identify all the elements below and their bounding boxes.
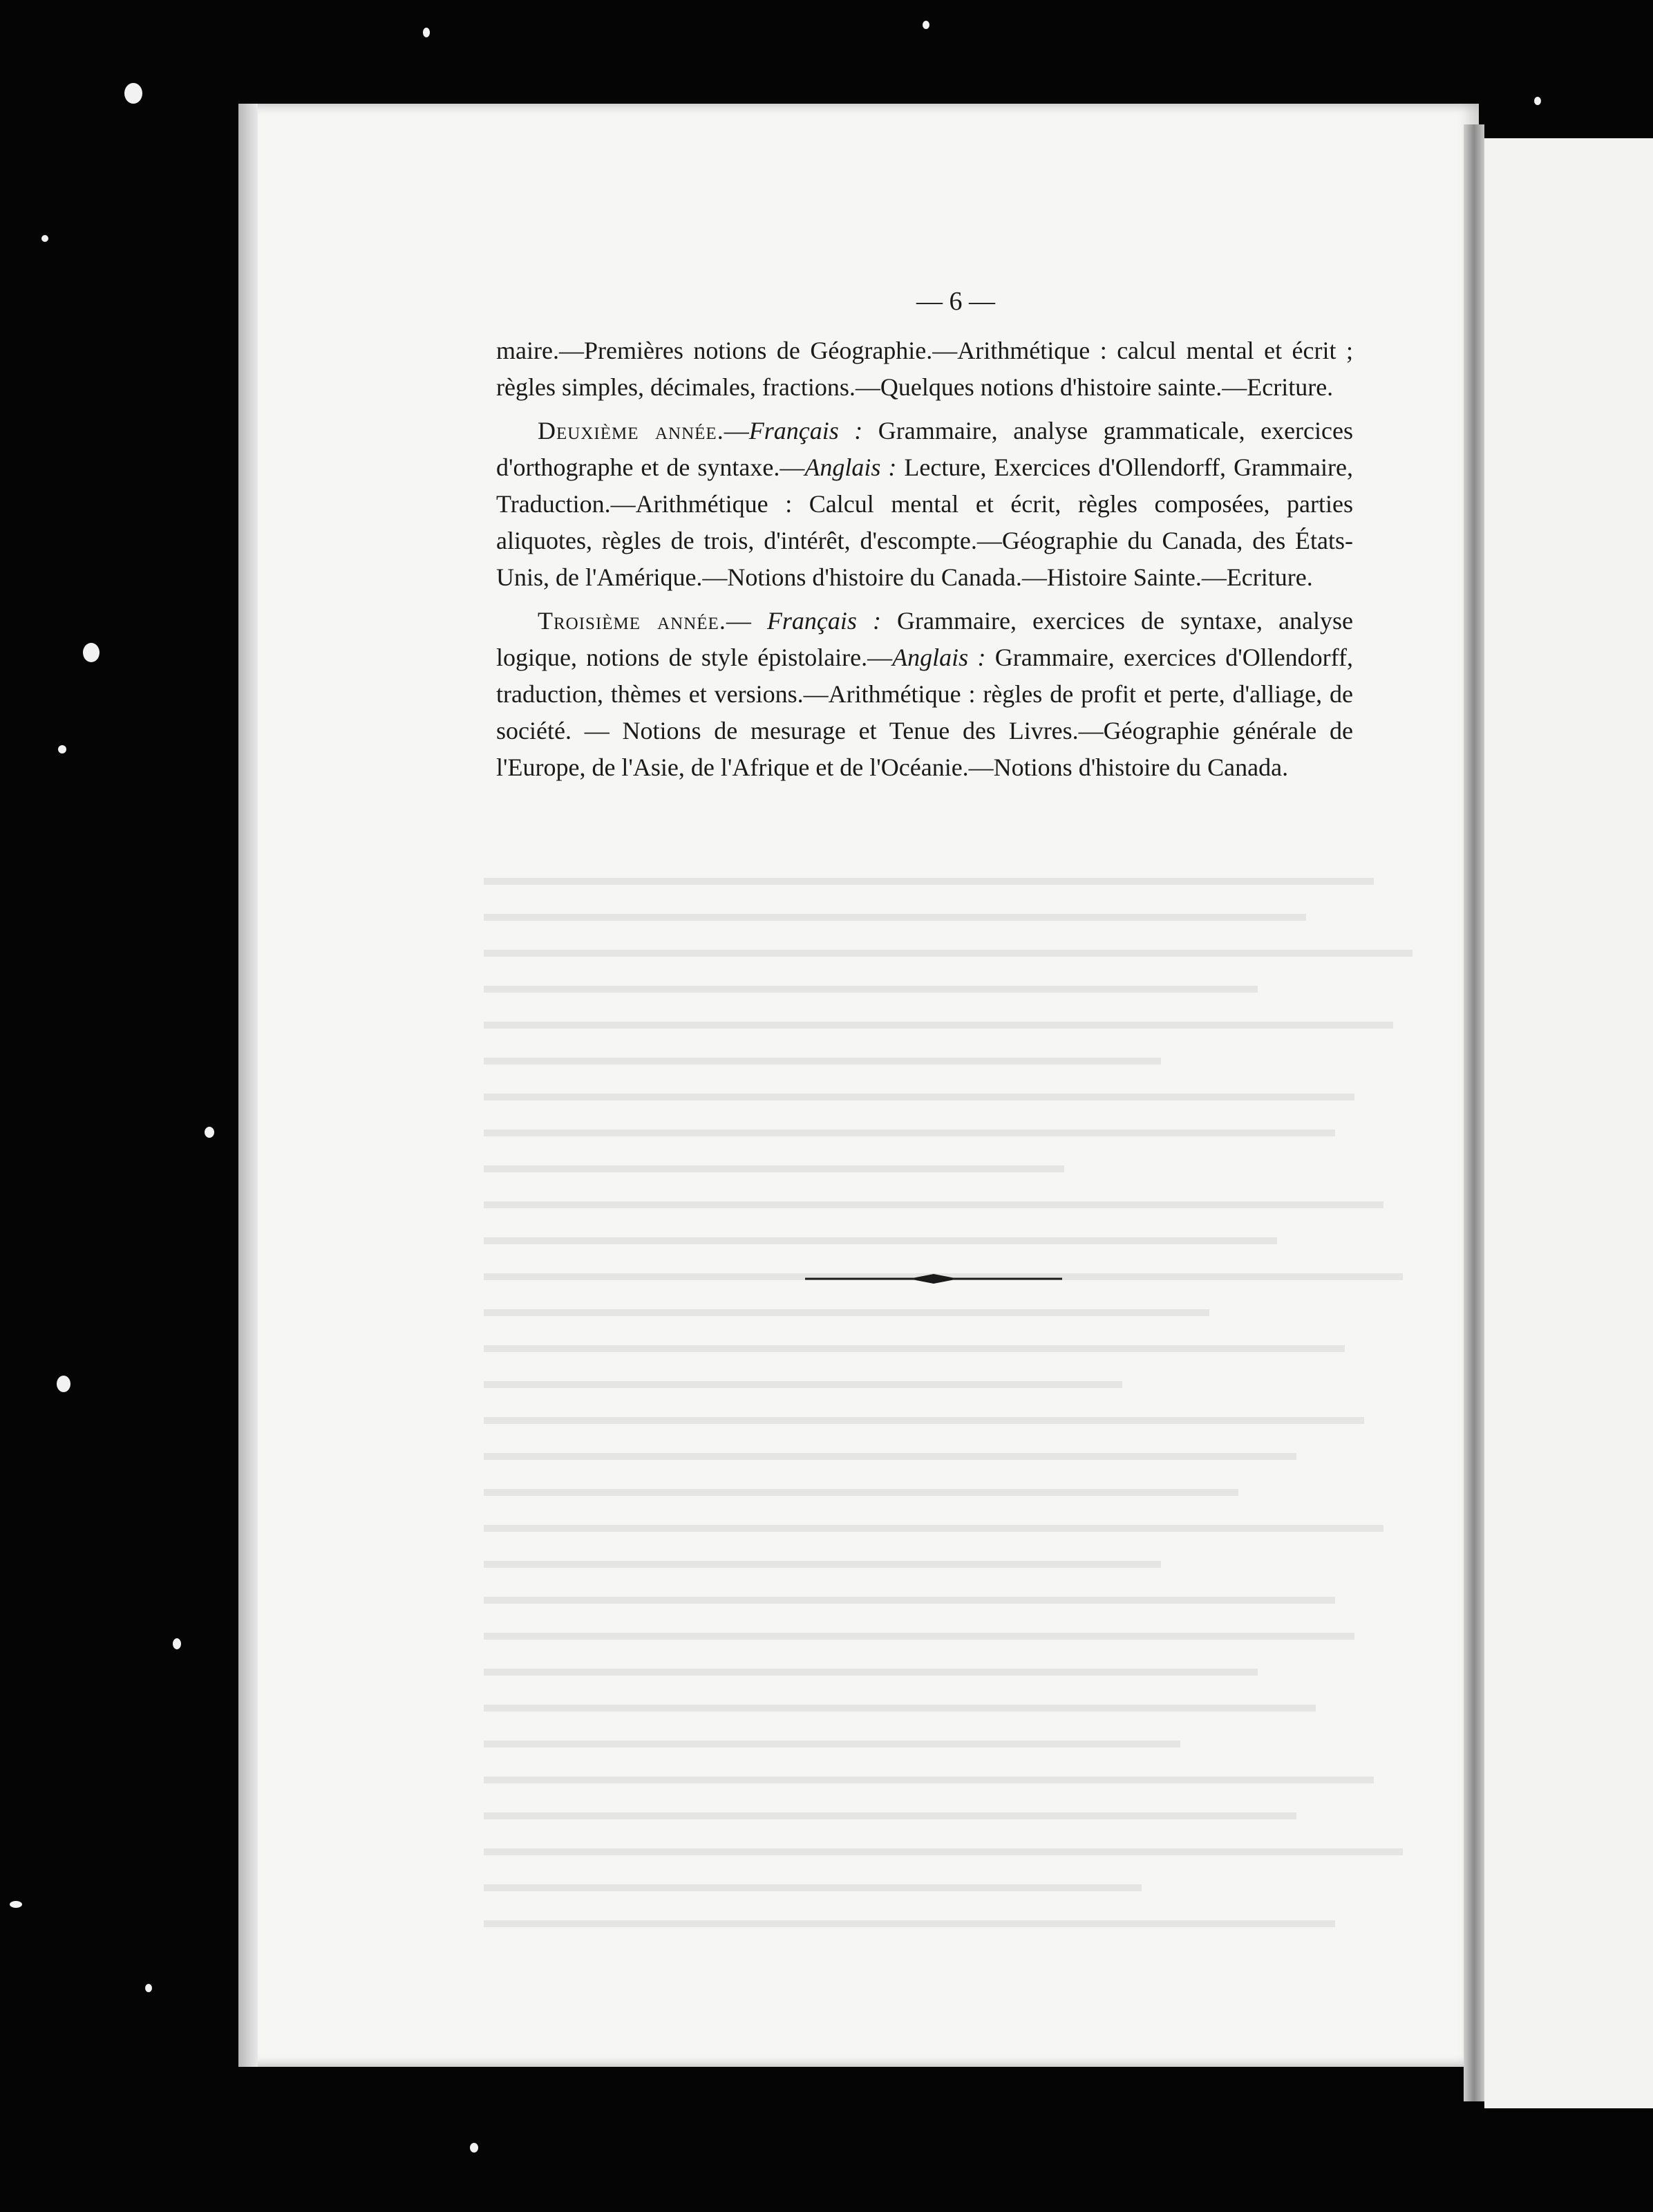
scan-speck: [423, 28, 430, 37]
paragraph-text: Lecture, Exercices d'Ollendorff, Grammaire, Traduction.—Arithmétique : Calcul mental et écrit, règles composées, parties aliquotes, règles de trois, d'intérêt, d'escompte.—Géographie du Canada, des États-Unis, de l'Amérique.—Notions d'histoire du Canada.—Histoire Sainte.—Ecriture.: [496, 453, 1353, 591]
paragraph-text: maire.—Premières notions de Géographie.—Arithmétique : calcul mental et écrit ; règles simples, décimales, fractions.—Quelques notions d'histoire sainte.—Ecriture.: [496, 337, 1353, 401]
scan-speck: [1534, 97, 1541, 105]
scan-speck: [41, 235, 48, 242]
paragraph-text: Grammaire, analyse grammaticale, exercices d'orthographe et de syntaxe.—: [496, 417, 1353, 481]
subject-label: Français :: [766, 607, 881, 635]
paragraph-deuxieme-annee: [496, 413, 1353, 596]
paragraph-text: Grammaire, exercices de syntaxe, analyse logique, notions de style épistolaire.—: [496, 607, 1354, 671]
scan-speck: [83, 643, 100, 662]
scan-speck: [10, 1901, 22, 1908]
section-heading: Troisième année.: [538, 607, 726, 635]
bleed-through-text: [484, 878, 1451, 1949]
paragraph-troisieme-annee: [496, 603, 1353, 786]
section-heading: Deuxième année.: [538, 417, 724, 444]
book-gutter: [1464, 124, 1484, 2101]
scan-speck: [57, 1376, 70, 1392]
scan-speck: [58, 745, 66, 753]
end-ornament-rule: [805, 1272, 1062, 1286]
scan-speck: [173, 1638, 181, 1649]
scan-speck: [124, 83, 142, 104]
paragraph-text: Grammaire, exercices d'Ollendorff, traduction, thèmes et versions.—Arithmétique : règles de profit et perte, d'alliage, de société. — Notions de mesurage et Tenue des Livres.—Géographie générale de l'Europe, de l'Asie, de l'Afrique et de l'Océanie.—Notions d'histoire du Canada.: [496, 644, 1353, 781]
page-text: [496, 283, 1353, 793]
scan-speck: [205, 1127, 214, 1138]
subject-label: Anglais :: [804, 453, 897, 481]
scan-speck: [470, 2143, 478, 2153]
paragraph-text: —: [726, 607, 767, 635]
paragraph-text: —: [724, 417, 749, 444]
scan-speck: [145, 1984, 152, 1992]
page-number: — 6 —: [916, 287, 995, 316]
scan-speck: [923, 21, 929, 29]
subject-label: Français :: [748, 417, 863, 444]
page-edge: [238, 104, 258, 2067]
facing-page: [1484, 138, 1653, 2108]
paragraph-continuation: [496, 332, 1353, 406]
subject-label: Anglais :: [892, 644, 986, 671]
